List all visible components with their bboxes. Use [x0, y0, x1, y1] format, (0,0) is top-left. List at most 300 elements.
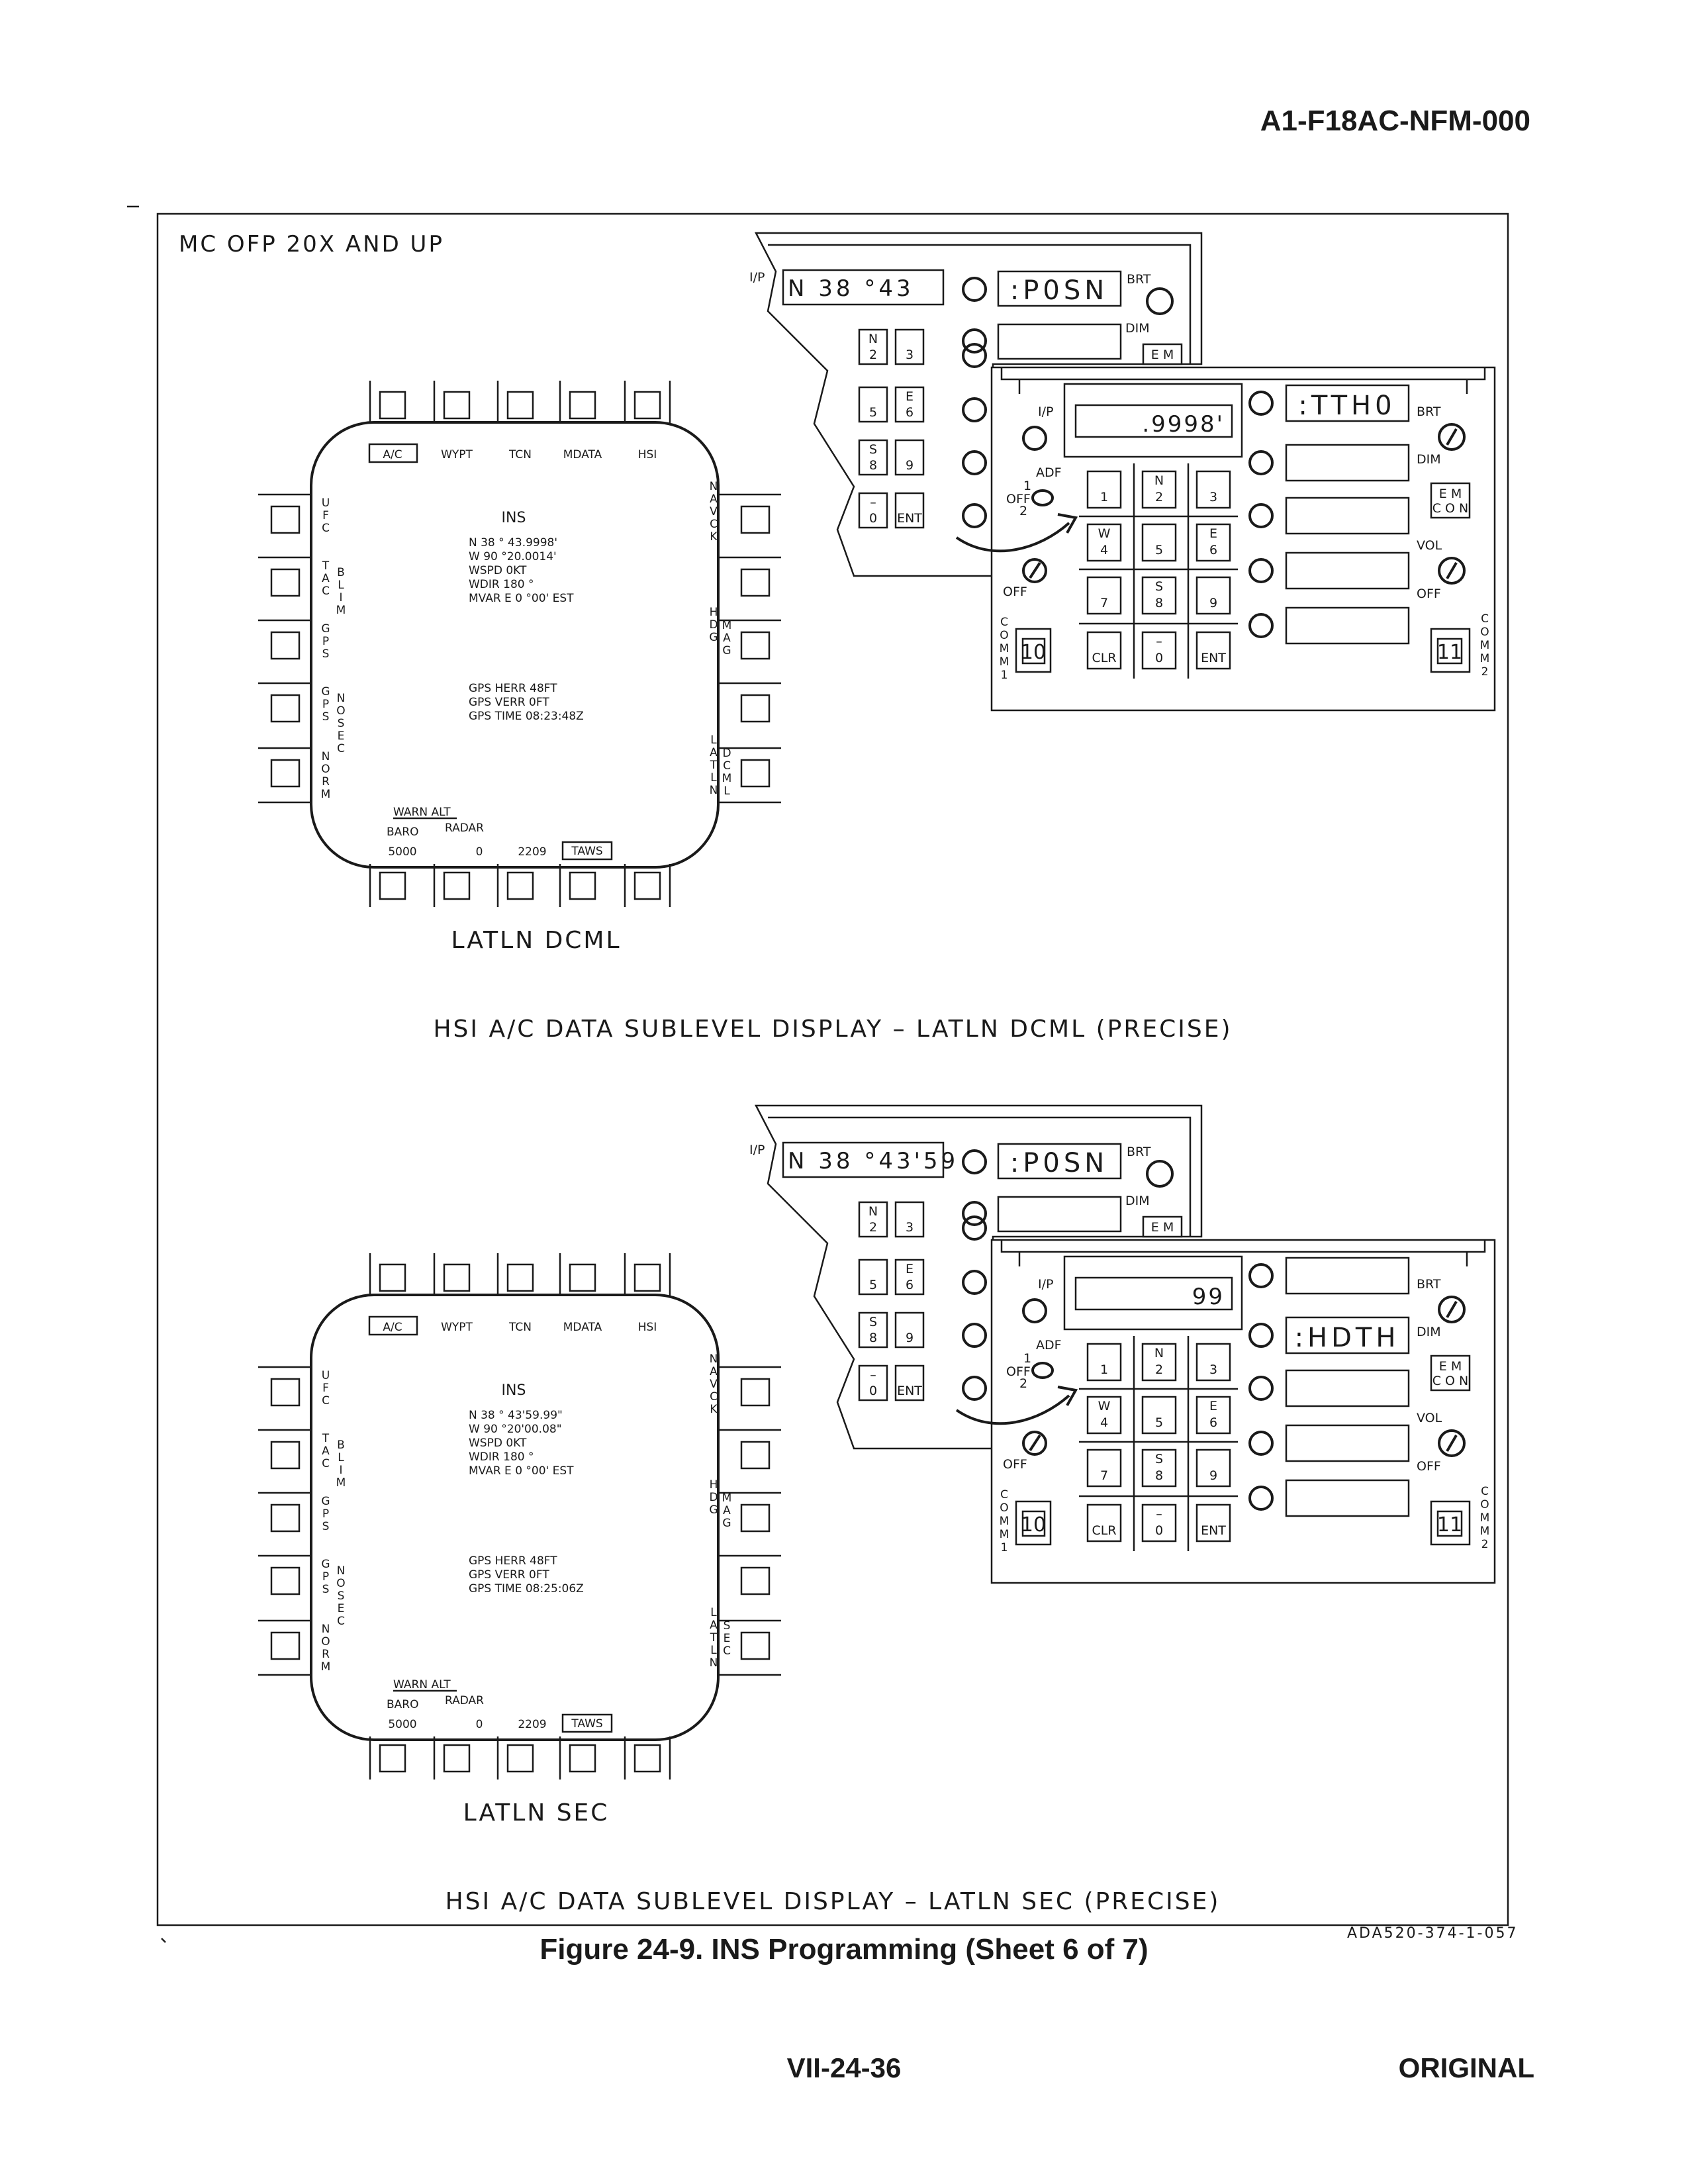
pushbutton[interactable]: [635, 1745, 660, 1772]
right-option-label: K: [710, 530, 718, 544]
off-label: OFF: [1417, 587, 1441, 601]
comm2-channel-value: 11: [1436, 641, 1463, 664]
pushbutton[interactable]: [380, 1745, 405, 1772]
right-option-label: G: [722, 644, 731, 657]
keypad-key-letter: S: [1154, 579, 1164, 594]
pushbutton[interactable]: [570, 1264, 595, 1291]
keypad-key-label: 9: [905, 1331, 914, 1345]
keypad-key-label: ENT: [1201, 1523, 1226, 1538]
left-option-label: G: [321, 1558, 330, 1571]
right-option-label: N: [709, 784, 718, 797]
pushbutton[interactable]: [570, 1745, 595, 1772]
option-cue-text: :TTH0: [1298, 391, 1396, 421]
right-option-label: T: [710, 759, 718, 772]
right-option-label: L: [724, 784, 730, 798]
left-option-label: C: [322, 1394, 330, 1407]
keypad-key-letter: –: [870, 495, 876, 510]
em-label: E M: [1150, 348, 1174, 362]
taws-label: TAWS: [571, 1717, 603, 1731]
left-option-label: C: [337, 1615, 345, 1628]
left-option-label: C: [337, 742, 345, 755]
right-option-label: M: [722, 1492, 732, 1505]
keypad-key-label: 6: [905, 405, 914, 420]
right-option-label: N: [709, 1353, 718, 1366]
right-option-label: V: [710, 1378, 718, 1391]
off-label: OFF: [1003, 585, 1027, 599]
em-label: E M: [1150, 1220, 1174, 1235]
keypad-key-label: 5: [868, 405, 878, 420]
left-option-label: G: [321, 1495, 330, 1508]
scratchpad-text: N 38 °43: [788, 275, 914, 302]
display-caption: LATLN DCML: [451, 927, 622, 954]
left-option-label: E: [337, 1602, 345, 1615]
left-option-label: P: [322, 698, 330, 711]
left-option-label: N: [321, 1623, 330, 1636]
right-option-label: D: [709, 1491, 718, 1504]
pushbutton[interactable]: [741, 1633, 769, 1659]
pushbutton[interactable]: [741, 506, 769, 533]
right-option-label: A: [710, 493, 718, 506]
comm2-label: M: [1479, 639, 1490, 652]
scratchpad-text: N 38 °43'59: [788, 1148, 959, 1174]
document-id: A1-F18AC-NFM-000: [1260, 105, 1530, 137]
keypad-key-label: 7: [1100, 1468, 1109, 1483]
pushbutton[interactable]: [508, 1745, 533, 1772]
left-option-label: M: [320, 788, 331, 801]
top-option-label: WYPT: [441, 1321, 473, 1334]
comm1-label: M: [999, 642, 1009, 655]
baro-label: BARO: [387, 1698, 419, 1711]
ins-data-line: N 38 ° 43'59.99": [469, 1409, 563, 1422]
pushbutton[interactable]: [380, 392, 405, 418]
revision-status: ORIGINAL: [1398, 2052, 1534, 2083]
keypad-key-label: 5: [1154, 1415, 1164, 1430]
comm1-label: O: [1000, 629, 1009, 642]
dim-label: DIM: [1417, 452, 1441, 467]
left-option-label: C: [322, 585, 330, 598]
off-label: OFF: [1417, 1459, 1441, 1474]
comm1-label: C: [1000, 616, 1008, 629]
top-option-label: TCN: [509, 1321, 532, 1334]
comm1-channel-value: 10: [1020, 1513, 1047, 1537]
right-option-label: L: [710, 1606, 717, 1619]
option-window: [1286, 498, 1409, 534]
left-option-label: I: [339, 591, 343, 604]
pushbutton[interactable]: [380, 1264, 405, 1291]
pushbutton[interactable]: [741, 632, 769, 659]
altitude-value: 0: [475, 845, 483, 859]
top-option-label: HSI: [637, 448, 657, 461]
right-option-label: N: [709, 1656, 718, 1670]
keypad-key-letter: N: [1154, 473, 1164, 488]
vol-label: VOL: [1417, 538, 1442, 553]
keypad-key-label: 4: [1100, 1415, 1109, 1430]
left-option-label: C: [322, 522, 330, 535]
comm1-label: O: [1000, 1501, 1009, 1515]
keypad-key-letter: E: [1209, 1399, 1218, 1413]
display-heading: HSI A/C DATA SUBLEVEL DISPLAY – LATLN DCML (PRECISE): [433, 1016, 1233, 1043]
left-option-label: P: [322, 635, 330, 648]
ins-title: INS: [501, 510, 526, 526]
right-option-label: L: [710, 1644, 717, 1657]
left-option-label: B: [337, 566, 345, 579]
keypad-key-label: 9: [1209, 596, 1218, 610]
right-option-label: A: [710, 1365, 718, 1378]
keypad-key-label: 6: [905, 1278, 914, 1292]
keypad-key-label: 8: [1154, 1468, 1164, 1483]
top-option-label: MDATA: [563, 1321, 602, 1334]
pushbutton[interactable]: [444, 1264, 469, 1291]
right-option-label: S: [723, 1619, 731, 1633]
top-option-label: WYPT: [441, 448, 473, 461]
page-number: VII-24-36: [786, 2052, 902, 2083]
keypad-key-label: 2: [1154, 490, 1164, 504]
option-window: [1286, 1370, 1409, 1406]
right-option-label: C: [723, 759, 731, 773]
keypad-key-letter: W: [1098, 1399, 1111, 1413]
keypad-key-label: 0: [1154, 651, 1164, 665]
pushbutton[interactable]: [271, 695, 299, 722]
left-option-label: R: [322, 1648, 330, 1661]
right-option-label: V: [710, 505, 718, 518]
keypad-key-label: 8: [868, 1331, 878, 1345]
altitude-value: 2209: [518, 845, 547, 859]
pushbutton[interactable]: [380, 873, 405, 899]
right-option-label: C: [723, 1644, 731, 1658]
pushbutton[interactable]: [271, 1568, 299, 1594]
right-option-label: M: [722, 772, 732, 785]
emcon-label: E M: [1438, 487, 1462, 501]
adf-label: ADF: [1036, 465, 1062, 480]
pushbutton[interactable]: [271, 569, 299, 596]
radar-label: RADAR: [445, 1694, 484, 1707]
altitude-value: 2209: [518, 1718, 547, 1731]
left-option-label: O: [336, 704, 346, 718]
left-option-label: E: [337, 730, 345, 743]
pushbutton[interactable]: [741, 1379, 769, 1405]
pushbutton[interactable]: [635, 873, 660, 899]
pushbutton[interactable]: [635, 1264, 660, 1291]
off-label: OFF: [1003, 1457, 1027, 1472]
ins-data-line: WDIR 180 °: [469, 1450, 534, 1464]
pushbutton[interactable]: [508, 1264, 533, 1291]
pushbutton[interactable]: [741, 760, 769, 786]
display-heading: HSI A/C DATA SUBLEVEL DISPLAY – LATLN SEC (PRECISE): [445, 1888, 1221, 1915]
comm1-label: M: [999, 655, 1009, 669]
adf-position-2: 2: [1019, 1376, 1028, 1391]
keypad-key-label: ENT: [897, 511, 922, 526]
keypad-key-letter: –: [870, 1368, 876, 1382]
left-option-label: N: [321, 750, 330, 763]
pushbutton[interactable]: [741, 695, 769, 722]
keypad-key-label: CLR: [1092, 651, 1117, 665]
gps-data-line: GPS TIME 08:25:06Z: [469, 1582, 584, 1595]
altitude-value: 0: [475, 1718, 483, 1731]
keypad-key-label: 2: [1154, 1362, 1164, 1377]
left-option-label: N: [336, 692, 346, 705]
adf-off-label: OFF: [1006, 1364, 1031, 1379]
keypad-key-label: 8: [1154, 596, 1164, 610]
vol-label: VOL: [1417, 1411, 1442, 1425]
ip-label: I/P: [749, 270, 765, 285]
pushbutton[interactable]: [570, 873, 595, 899]
right-option-label: K: [710, 1403, 718, 1416]
keypad-key-label: 4: [1100, 543, 1109, 557]
pushbutton[interactable]: [741, 1568, 769, 1594]
display-bezel: [311, 1295, 718, 1740]
keypad-key-label: 6: [1209, 543, 1218, 557]
pushbutton[interactable]: [271, 1505, 299, 1531]
radar-label: RADAR: [445, 822, 484, 835]
brt-label: BRT: [1417, 404, 1441, 419]
left-option-label: A: [322, 1445, 330, 1458]
right-option-label: D: [709, 618, 718, 632]
left-option-label: R: [322, 775, 330, 788]
comm1-label: M: [999, 1528, 1009, 1541]
comm2-channel-value: 11: [1436, 1513, 1463, 1537]
ins-data-line: N 38 ° 43.9998': [469, 536, 558, 549]
left-option-label: U: [321, 497, 330, 510]
warn-alt-label: WARN ALT: [393, 806, 451, 819]
keypad-key-label: 2: [868, 348, 878, 362]
option-cue-text: :HDTH: [1294, 1323, 1400, 1353]
brt-label: BRT: [1127, 1145, 1151, 1159]
option-window: [1286, 608, 1409, 643]
right-option-label: E: [723, 1632, 731, 1645]
adf-position-1: 1: [1023, 1351, 1032, 1366]
left-option-label: P: [322, 1507, 330, 1521]
gps-data-line: GPS HERR 48FT: [469, 1554, 557, 1568]
pushbutton[interactable]: [444, 873, 469, 899]
comm1-channel-value: 10: [1020, 641, 1047, 664]
left-option-label: S: [322, 710, 330, 724]
pushbutton[interactable]: [271, 1442, 299, 1468]
comm2-label: M: [1479, 1525, 1490, 1538]
pushbutton[interactable]: [444, 392, 469, 418]
pushbutton[interactable]: [635, 392, 660, 418]
keypad-key-label: 6: [1209, 1415, 1218, 1430]
keypad-key-label: 1: [1100, 1362, 1109, 1377]
comm2-label: O: [1480, 626, 1489, 639]
emcon-label: C O N: [1432, 501, 1469, 516]
adf-label: ADF: [1036, 1338, 1062, 1353]
adf-position-1: 1: [1023, 479, 1032, 493]
keypad-key-label: 2: [868, 1220, 878, 1235]
keypad-key-label: 0: [1154, 1523, 1164, 1538]
top-option-label: A/C: [383, 448, 402, 461]
ins-data-line: WDIR 180 °: [469, 578, 534, 591]
ins-data-line: WSPD 0KT: [469, 564, 527, 577]
left-option-label: O: [336, 1577, 346, 1590]
right-option-label: L: [710, 771, 717, 784]
top-option-label: MDATA: [563, 448, 602, 461]
left-option-label: M: [336, 1476, 346, 1490]
figure-title: Figure 24-9. INS Programming (Sheet 6 of 7): [539, 1933, 1149, 1966]
pushbutton[interactable]: [271, 506, 299, 533]
keypad-key-label: 1: [1100, 490, 1109, 504]
ip-label: I/P: [749, 1143, 765, 1157]
keypad-key-letter: E: [905, 1262, 914, 1276]
ins-data-line: W 90 °20'00.08": [469, 1423, 562, 1436]
right-option-label: C: [710, 1390, 718, 1403]
artwork-code: ADA520-374-1-057: [1347, 1925, 1519, 1942]
keypad-key-label: 3: [905, 1220, 914, 1235]
comm1-label: C: [1000, 1488, 1008, 1501]
left-option-label: S: [337, 1590, 345, 1603]
left-option-label: F: [322, 509, 329, 522]
keypad-key-label: 8: [868, 458, 878, 473]
right-option-label: G: [709, 631, 718, 644]
right-option-label: N: [709, 480, 718, 493]
left-option-label: F: [322, 1382, 329, 1395]
keypad-key-label: 5: [868, 1278, 878, 1292]
pushbutton[interactable]: [271, 632, 299, 659]
brt-label: BRT: [1417, 1277, 1441, 1292]
keypad-key-label: 7: [1100, 596, 1109, 610]
right-option-label: A: [723, 1504, 731, 1517]
right-option-label: L: [710, 734, 717, 747]
baro-label: BARO: [387, 826, 419, 839]
ins-data-line: WSPD 0KT: [469, 1437, 527, 1450]
option-window: [998, 1197, 1121, 1231]
pushbutton[interactable]: [741, 569, 769, 596]
option-cue-text: :P0SN: [1009, 275, 1109, 306]
keypad-key-letter: –: [1156, 1507, 1162, 1521]
option-window: [1286, 1480, 1409, 1516]
right-option-label: D: [722, 747, 731, 760]
top-option-label: TCN: [509, 448, 532, 461]
keypad-key-letter: N: [868, 1204, 878, 1219]
keypad-key-letter: N: [868, 332, 878, 346]
taws-label: TAWS: [571, 845, 603, 858]
keypad-key-letter: W: [1098, 526, 1111, 541]
gps-data-line: GPS HERR 48FT: [469, 682, 557, 695]
keypad-key-label: CLR: [1092, 1523, 1117, 1538]
left-option-label: T: [322, 1432, 330, 1445]
pushbutton[interactable]: [508, 873, 533, 899]
left-option-label: I: [339, 1464, 343, 1477]
left-option-label: P: [322, 1570, 330, 1584]
comm2-label: M: [1479, 1511, 1490, 1525]
top-option-label: A/C: [383, 1321, 402, 1334]
keypad-key-letter: –: [1156, 634, 1162, 649]
right-option-label: G: [722, 1517, 731, 1530]
keypad-key-label: ENT: [897, 1384, 922, 1398]
comm1-label: 1: [1000, 1541, 1008, 1554]
comm1-label: 1: [1000, 669, 1008, 682]
pushbutton[interactable]: [741, 1505, 769, 1531]
left-option-label: M: [320, 1660, 331, 1674]
left-option-label: S: [322, 1583, 330, 1596]
keypad-key-label: 3: [1209, 1362, 1218, 1377]
left-option-label: O: [321, 763, 330, 776]
keypad-key-letter: N: [1154, 1346, 1164, 1360]
ip-label: I/P: [1038, 1277, 1054, 1292]
right-option-label: C: [710, 518, 718, 531]
comm1-label: M: [999, 1515, 1009, 1528]
left-option-label: S: [337, 717, 345, 730]
adf-position-2: 2: [1019, 504, 1028, 518]
right-option-label: A: [723, 632, 731, 645]
display-bezel: [311, 422, 718, 867]
left-option-label: T: [322, 559, 330, 573]
warn-alt-label: WARN ALT: [393, 1678, 451, 1691]
option-window: [1286, 1258, 1409, 1294]
gps-data-line: GPS VERR 0FT: [469, 696, 549, 709]
left-option-label: S: [322, 647, 330, 661]
left-option-label: B: [337, 1439, 345, 1452]
pushbutton[interactable]: [570, 392, 595, 418]
scratchpad-text: .9998': [1142, 411, 1225, 438]
adf-off-label: OFF: [1006, 492, 1031, 506]
altitude-value: 5000: [388, 1718, 417, 1731]
ip-label: I/P: [1038, 404, 1054, 419]
left-option-label: L: [338, 579, 344, 592]
option-window: [998, 324, 1121, 359]
keypad-key-letter: S: [1154, 1452, 1164, 1466]
comm2-label: 2: [1481, 665, 1489, 679]
keypad-key-label: 9: [905, 458, 914, 473]
option-cue-text: :P0SN: [1009, 1148, 1109, 1178]
pushbutton[interactable]: [508, 392, 533, 418]
pushbutton[interactable]: [444, 1745, 469, 1772]
right-option-label: G: [709, 1503, 718, 1517]
frame-heading: MC OFP 20X AND UP: [179, 231, 444, 258]
ufc-panel: [749, 1106, 1495, 1583]
dim-label: DIM: [1125, 321, 1150, 336]
ins-data-line: W 90 °20.0014': [469, 550, 557, 563]
pushbutton[interactable]: [271, 760, 299, 786]
left-option-label: A: [322, 572, 330, 585]
right-option-label: H: [709, 1478, 718, 1492]
scratchpad-text: 99: [1192, 1284, 1225, 1310]
right-option-label: A: [710, 1619, 718, 1632]
keypad-key-label: 3: [905, 348, 914, 362]
keypad-key-letter: S: [868, 1315, 878, 1329]
option-window: [1286, 1425, 1409, 1461]
keypad-key-label: 0: [868, 511, 878, 526]
keypad-key-label: 5: [1154, 543, 1164, 557]
right-option-label: M: [722, 619, 732, 632]
gps-data-line: GPS VERR 0FT: [469, 1568, 549, 1582]
keypad-key-label: 3: [1209, 490, 1218, 504]
left-option-label: G: [321, 685, 330, 698]
emcon-label: C O N: [1432, 1374, 1469, 1388]
ins-data-line: MVAR E 0 °00' EST: [469, 592, 574, 605]
left-option-label: G: [321, 622, 330, 636]
ufc-panel: [749, 233, 1495, 710]
left-option-label: S: [322, 1520, 330, 1533]
pushbutton[interactable]: [271, 1379, 299, 1405]
keypad-key-letter: S: [868, 442, 878, 457]
keypad-key-letter: E: [905, 389, 914, 404]
comm2-label: C: [1481, 612, 1489, 626]
left-option-label: O: [321, 1635, 330, 1648]
comm2-label: 2: [1481, 1538, 1489, 1551]
ins-data-line: MVAR E 0 °00' EST: [469, 1464, 574, 1478]
comm2-label: O: [1480, 1498, 1489, 1511]
option-window: [1286, 445, 1409, 481]
pushbutton[interactable]: [271, 1633, 299, 1659]
top-option-label: HSI: [637, 1321, 657, 1334]
pushbutton[interactable]: [741, 1442, 769, 1468]
brt-label: BRT: [1127, 272, 1151, 287]
keypad-key-letter: E: [1209, 526, 1218, 541]
gps-data-line: GPS TIME 08:23:48Z: [469, 710, 584, 723]
left-option-label: C: [322, 1457, 330, 1470]
emcon-label: E M: [1438, 1359, 1462, 1374]
left-option-label: M: [336, 604, 346, 617]
